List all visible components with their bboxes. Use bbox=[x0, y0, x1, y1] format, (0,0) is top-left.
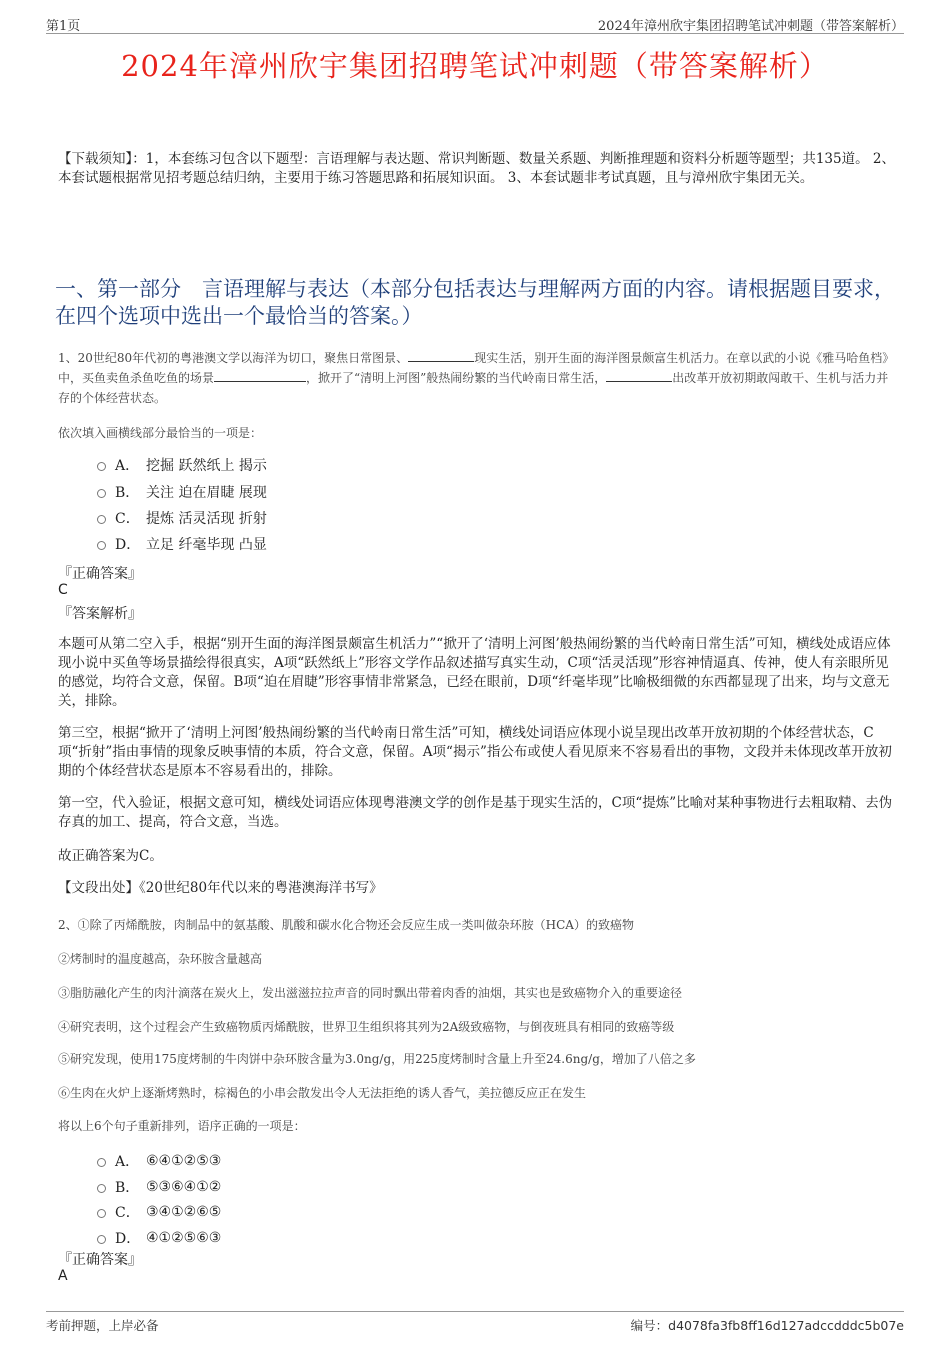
option-letter: D． bbox=[115, 537, 141, 553]
radio-icon[interactable] bbox=[97, 489, 106, 498]
option-text: 提炼 活灵活现 折射 bbox=[146, 511, 267, 527]
option-letter: A． bbox=[115, 1154, 140, 1170]
analysis-paragraph: 第一空，代入验证，根据文意可知，横线处词语应体现粤港澳文学的创作是基于现实生活的，C项“提炼”比喻对某种事物进行去粗取精、去伪存真的加工、提高，符合文意，当选。 bbox=[58, 795, 893, 830]
radio-icon[interactable] bbox=[97, 515, 106, 524]
option-text: 挖掘 跃然纸上 揭示 bbox=[146, 458, 267, 474]
footer-id-label: 编号： bbox=[630, 1318, 669, 1333]
question-1-prompt: 依次填入画横线部分最恰当的一项是： bbox=[58, 426, 263, 440]
option-text: ⑥④①②⑤③ bbox=[146, 1153, 222, 1169]
stem-text: 出改革开放初期敢闯敢干、生机与活力并存的个体经营状态。 bbox=[58, 371, 889, 405]
answer-label: 『正确答案』 bbox=[58, 1252, 142, 1268]
question-1-stem bbox=[58, 348, 896, 408]
analysis-paragraph: 第三空，根据“掀开了‘清明上河图’般热闹纷繁的当代岭南日常生活”可知，横线处词语应体现小说呈现出改革开放初期的个体经营状态，C项“折射”指由事情的现象反映事情的本质，符合文意，保留。A项“揭示”指公布或使人看见原来不容易看出的事物，文段并未体现改革开放初期的个体经营状态是原本不容易看出的，排除。 bbox=[58, 725, 892, 779]
q1-option-a[interactable] bbox=[97, 454, 267, 476]
option-text: ④①②⑤⑥③ bbox=[146, 1230, 222, 1246]
header-title: 2024年漳州欣宇集团招聘笔试冲刺题（带答案解析） bbox=[597, 19, 904, 34]
option-text: ③④①②⑥⑤ bbox=[146, 1204, 222, 1220]
document-title: 2024年漳州欣宇集团招聘笔试冲刺题（带答案解析） bbox=[121, 49, 829, 83]
option-text: 关注 迫在眉睫 展现 bbox=[146, 485, 267, 501]
fill-blank-3 bbox=[606, 370, 672, 382]
fill-blank-1 bbox=[408, 350, 474, 362]
section-heading: 一、第一部分 言语理解与表达（本部分包括表达与理解两方面的内容。请根据题目要求，在四个选项中选出一个最恰当的答案。） bbox=[55, 277, 895, 328]
q1-option-b[interactable] bbox=[97, 481, 267, 503]
option-letter: C． bbox=[115, 511, 140, 527]
download-notice: 【下载须知】：1，本套练习包含以下题型：言语理解与表达题、常识判断题、数量关系题、判断推理题和资料分析题等题型；共135道。 2、本套试题根据常见招考题总结归纳，主要用于练习答题思路和拓展知识面。 3、本套试题非考试真题，且与漳州欣宇集团无关。 bbox=[58, 151, 895, 186]
question-2-sentence: ⑥生肉在火炉上逐渐烤熟时，棕褐色的小串会散发出令人无法拒绝的诱人香气，美拉德反应正在发生 bbox=[58, 1086, 587, 1100]
stem-text: 1、20世纪80年代初的粤港澳文学以海洋为切口，聚焦日常图景、 bbox=[58, 351, 409, 365]
q2-option-b[interactable] bbox=[97, 1176, 221, 1198]
footer-slogan: 考前押题，上岸必备 bbox=[46, 1318, 159, 1333]
radio-icon[interactable] bbox=[97, 1184, 106, 1193]
question-2-sentence: ⑤研究发现，使用175度烤制的牛肉饼中杂环胺含量为3.0ng/g，用225度烤制时含量上升至24.6ng/g，增加了八倍之多 bbox=[58, 1052, 696, 1066]
radio-icon[interactable] bbox=[97, 462, 106, 471]
analysis-conclusion: 故正确答案为C。 bbox=[58, 848, 163, 864]
footer-id-code: d4078fa3fb8ff16d127adccdddc5b07e bbox=[668, 1318, 904, 1333]
q1-option-d[interactable] bbox=[97, 533, 267, 555]
answer-value: A bbox=[58, 1268, 68, 1284]
option-letter: B． bbox=[115, 1180, 140, 1196]
stem-text: 现实生活，别开生面的海洋图景颇富生机活力。在章以武的小说《雅马哈鱼档》中，买鱼卖鱼杀鱼吃鱼的场景 bbox=[58, 351, 895, 385]
option-text: ⑤③⑥④①② bbox=[146, 1179, 222, 1195]
option-letter: B． bbox=[115, 485, 140, 501]
radio-icon[interactable] bbox=[97, 541, 106, 550]
page-header bbox=[46, 12, 904, 34]
stem-text: ，掀开了“清明上河图”般热闹纷繁的当代岭南日常生活， bbox=[306, 371, 607, 385]
option-letter: A． bbox=[115, 458, 140, 474]
q2-option-a[interactable] bbox=[97, 1150, 221, 1172]
answer-label: 『正确答案』 bbox=[58, 566, 142, 582]
source-citation: 【文段出处】《20世纪80年代以来的粤港澳海洋书写》 bbox=[58, 880, 383, 896]
page-number: 第1页 bbox=[46, 19, 81, 34]
question-2-sentence: ③脂肪融化产生的肉汁滴落在炭火上，发出滋滋拉拉声音的同时飘出带着肉香的油烟，其实也是致癌物介入的重要途径 bbox=[58, 986, 683, 1000]
page-footer bbox=[46, 1311, 904, 1333]
fill-blank-2 bbox=[214, 370, 306, 382]
q2-option-c[interactable] bbox=[97, 1201, 221, 1223]
q1-option-c[interactable] bbox=[97, 507, 267, 529]
radio-icon[interactable] bbox=[97, 1158, 106, 1167]
question-2-prompt: 将以上6个句子重新排列，语序正确的一项是： bbox=[58, 1119, 306, 1133]
analysis-label: 『答案解析』 bbox=[58, 606, 142, 622]
answer-value: C bbox=[58, 582, 68, 598]
option-letter: C． bbox=[115, 1205, 140, 1221]
q2-option-d[interactable] bbox=[97, 1227, 221, 1249]
analysis-paragraph: 本题可从第二空入手，根据“别开生面的海洋图景颇富生机活力”“掀开了‘清明上河图’般热闹纷繁的当代岭南日常生活”可知，横线处成语应体现小说中买鱼等场景描绘得很真实，A项“跃然纸上”形容文学作品叙述描写真实生动，C项“活灵活现”形容神情逼真、传神，使人有亲眼所见的感觉，均符合文意，保留。B项“迫在眉睫”形容事情非常紧急，已经在眼前，D项“纤毫毕现”比喻极细微的东西都显现了出来，均与文意无关，排除。 bbox=[58, 636, 891, 709]
radio-icon[interactable] bbox=[97, 1209, 106, 1218]
footer-id bbox=[631, 1316, 904, 1334]
radio-icon[interactable] bbox=[97, 1235, 106, 1244]
option-letter: D． bbox=[115, 1231, 141, 1247]
question-2-sentence: ②烤制时的温度越高，杂环胺含量越高 bbox=[58, 952, 263, 966]
question-2-sentence: ④研究表明，这个过程会产生致癌物质丙烯酰胺，世界卫生组织将其列为2A级致癌物，与倒夜班具有相同的致癌等级 bbox=[58, 1020, 675, 1034]
question-2-sentence: 2、①除了丙烯酰胺，肉制品中的氨基酸、肌酸和碳水化合物还会反应生成一类叫做杂环胺（HCA）的致癌物 bbox=[58, 918, 634, 932]
option-text: 立足 纤毫毕现 凸显 bbox=[146, 537, 267, 553]
